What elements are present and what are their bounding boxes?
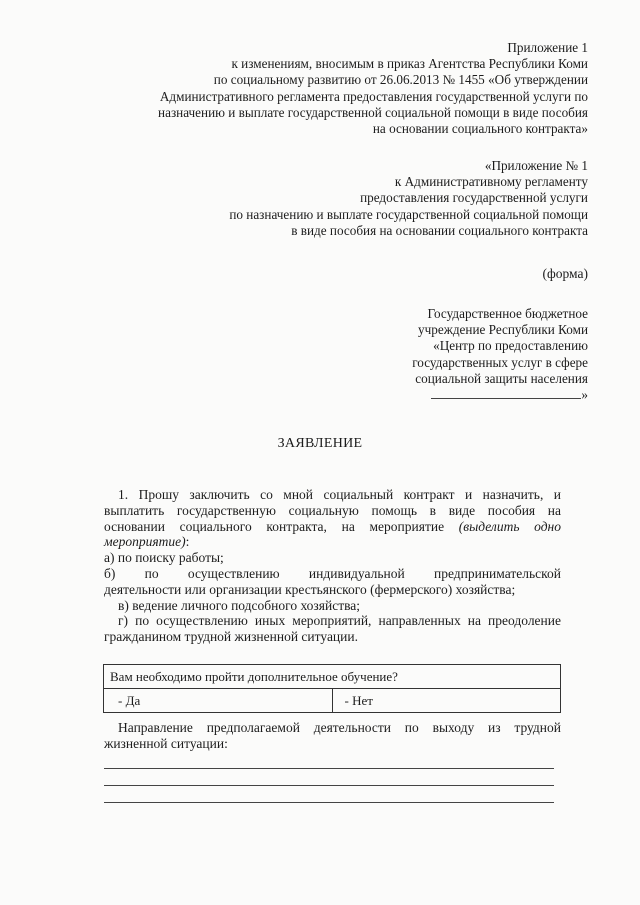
instruction-text: мероприятие)	[104, 534, 186, 550]
annex-header-line: по социальному развитию от 26.06.2013 № 1455 «Об утверждении	[213, 72, 588, 88]
annex-header-line: к изменениям, вносимым в приказ Агентства Республики Коми	[231, 56, 588, 72]
training-answer-no[interactable]: - Нет	[332, 689, 561, 713]
direction-line: жизненной ситуации:	[104, 735, 228, 751]
annex-form-header	[229, 158, 588, 239]
option-entrepreneurship[interactable]: б) по осуществлению индивидуальной предпринимательской	[104, 565, 561, 581]
instruction-text: (выделить одно	[458, 518, 562, 534]
addressee-line: Государственное бюджетное	[427, 306, 588, 321]
addressee-line: учреждение Республики Коми	[418, 322, 588, 338]
option-entrepreneurship-cont[interactable]: деятельности или организации крестьянского (фермерского) хозяйства;	[104, 581, 516, 597]
addressee-line: государственных услуг в сфере	[412, 354, 588, 370]
direction-line: Направление предполагаемой деятельности по выходу из трудной	[118, 720, 561, 735]
addressee-block	[412, 306, 588, 403]
paragraph-line: выплатить государственную социальную помощь в виде пособия на	[104, 502, 561, 518]
paragraph-line	[104, 534, 561, 550]
request-paragraph	[104, 487, 561, 645]
annex-header	[158, 40, 588, 137]
document-title: ЗАЯВЛЕНИЕ	[277, 436, 363, 451]
annex-form-line: в виде пособия на основании социального контракта	[291, 222, 588, 238]
paragraph-punctuation: :	[185, 534, 190, 550]
addressee-blank-line[interactable]	[412, 387, 588, 403]
direction-fill-line[interactable]	[104, 802, 554, 803]
paragraph-text: основании социального контракта, на мероприятие	[104, 518, 445, 534]
training-answer-yes[interactable]: - Да	[104, 689, 333, 713]
option-other-measures[interactable]: г) по осуществлению иных мероприятий, направленных на преодоление	[118, 613, 561, 629]
addressee-closing-quote: »	[581, 387, 588, 403]
paragraph-line: 1. Прошу заключить со мной социальный контракт и назначить, и	[118, 487, 561, 502]
annex-form-line: «Приложение № 1	[484, 158, 588, 173]
direction-fill-line[interactable]	[104, 768, 554, 769]
annex-header-line: на основании социального контракта»	[372, 121, 588, 137]
addressee-blank[interactable]	[431, 388, 581, 399]
option-household-farming[interactable]: в) ведение личного подсобного хозяйства;	[118, 597, 361, 613]
annex-header-line: Приложение 1	[507, 40, 588, 55]
annex-form-line: к Административному регламенту	[394, 174, 588, 190]
option-other-measures-cont[interactable]: гражданином трудной жизненной ситуации.	[104, 629, 358, 645]
training-question-table	[103, 664, 561, 713]
direction-fill-line[interactable]	[104, 785, 554, 786]
training-question: Вам необходимо пройти дополнительное обучение?	[104, 665, 561, 689]
direction-paragraph	[104, 720, 561, 752]
annex-header-line: назначению и выплате государственной социальной помощи в виде пособия	[158, 104, 588, 120]
annex-form-line: предоставления государственной услуги	[360, 190, 588, 206]
option-job-search[interactable]: а) по поиску работы;	[104, 550, 224, 566]
annex-header-line: Административного регламента предоставления государственной услуги по	[159, 88, 588, 104]
addressee-line: социальной защиты населения	[415, 370, 588, 386]
addressee-line: «Центр по предоставлению	[433, 338, 588, 354]
paragraph-line	[104, 519, 561, 535]
form-mark: (форма)	[542, 266, 588, 281]
annex-form-line: по назначению и выплате государственной социальной помощи	[229, 206, 588, 222]
